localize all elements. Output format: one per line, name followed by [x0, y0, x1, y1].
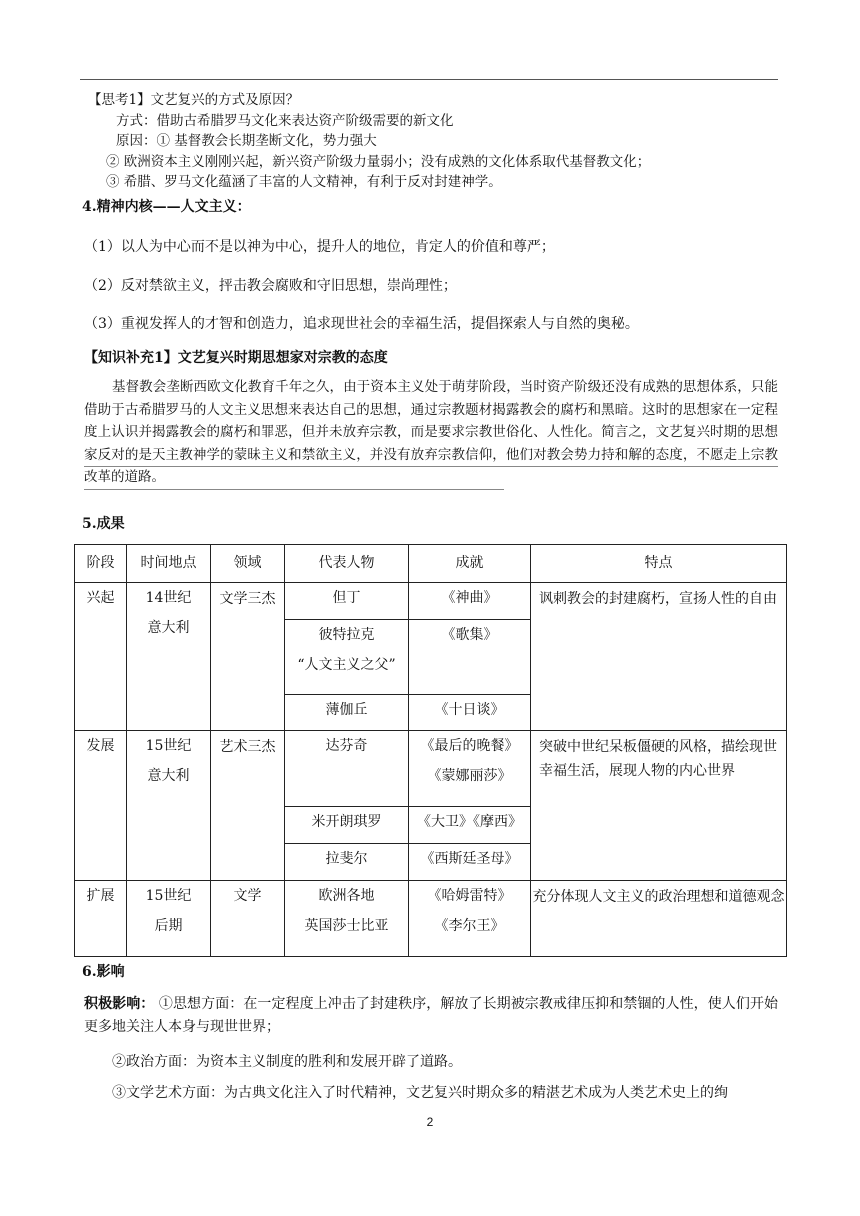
- table-row: [75, 583, 787, 620]
- time-place-cell: [127, 583, 211, 731]
- humanism-point-1: （1）以人为中心而不是以神为中心，提升人的地位，肯定人的价值和尊严；: [84, 239, 555, 255]
- header-rule: [80, 79, 778, 80]
- work-cell: 《西斯廷圣母》: [409, 844, 531, 881]
- think-reason-3: ③ 希腊、罗马文化蕴涵了丰富的人文精神，有利于反对封建神学。: [106, 174, 502, 190]
- think-block: [88, 90, 778, 193]
- knowledge-title: 【知识补充1】文艺复兴时期思想家对宗教的态度: [84, 350, 388, 366]
- effect-art: ③文学艺术方面：为古典文化注入了时代精神，文艺复兴时期众多的精湛艺术成为人类艺术史上的绚: [112, 1085, 728, 1101]
- table-row: [75, 881, 787, 957]
- work-cell: 《大卫》《摩西》: [409, 807, 531, 844]
- work-cell: 《神曲》: [409, 583, 531, 620]
- person-cell: [285, 620, 409, 695]
- humanism-point-2: （2）反对禁欲主义，抨击教会腐败和守旧思想，崇尚理性；: [84, 278, 457, 294]
- field-cell: 文学三杰: [211, 583, 285, 731]
- stage-cell: 发展: [75, 731, 127, 881]
- field-cell: 文学: [211, 881, 285, 957]
- humanism-point-3: （3）重视发挥人的才智和创造力，追求现世社会的幸福生活，提倡探索人与自然的奥秘。: [84, 316, 639, 332]
- header-cell: 特点: [531, 545, 787, 583]
- stage-cell: 扩展: [75, 881, 127, 957]
- feature-cell: 突破中世纪呆板僵硬的风格，描绘现世幸福生活，展现人物的内心世界: [531, 731, 787, 881]
- time-text: 15世纪: [145, 738, 192, 754]
- work-title: 《哈姆雷特》: [427, 888, 512, 904]
- section-6-heading: 6.影响: [82, 964, 125, 980]
- effect-thought-text: ①思想方面：在一定程度上冲击了封建秩序，解放了长期被宗教戒律压抑和禁锢的人性，使人们开始更多地关注人本身与现世世界；: [84, 996, 779, 1035]
- time-place-cell: [127, 731, 211, 881]
- page-number: 2: [426, 1115, 434, 1129]
- work-title: 《蒙娜丽莎》: [427, 768, 512, 784]
- work-cell: 《十日谈》: [409, 695, 531, 731]
- person-name: 英国莎士比亚: [304, 918, 389, 934]
- work-cell: [409, 731, 531, 807]
- person-cell: 薄伽丘: [285, 695, 409, 731]
- place-text: 后期: [154, 918, 183, 934]
- person-cell: 但丁: [285, 583, 409, 620]
- header-cell: 阶段: [75, 545, 127, 583]
- knowledge-paragraph: 基督教会垄断西欧文化教育千年之久，由于资本主义处于萌芽阶段，当时资产阶级还没有成熟的思想体系，只能借助于古希腊罗马的人文主义思想来表达自己的思想，通过宗教题材揭露教会的腐朽和黑暗。这时的思想家在一定程度上认识并揭露教会的腐朽和罪恶，但并未放弃宗教，而是要求宗教世俗化、人性化。简言之，文艺复兴时期的思想家反对的是天主教神学的蒙昧主义和禁欲主义，并没有放弃宗教信仰，他们对教会势力持和解的态度，不愿走上宗教改革的道路。: [84, 379, 778, 485]
- work-title: 《李尔王》: [434, 918, 505, 934]
- person-cell: 拉斐尔: [285, 844, 409, 881]
- place-text: 意大利: [147, 620, 190, 636]
- time-text: 14世纪: [145, 590, 192, 606]
- person-name: 彼特拉克: [318, 627, 375, 643]
- effect-thought: [84, 993, 778, 1039]
- work-title: 《最后的晚餐》: [420, 738, 519, 754]
- work-cell: [409, 881, 531, 957]
- place-text: 意大利: [147, 768, 190, 784]
- table-row: [75, 731, 787, 807]
- feature-cell: 讽刺教会的封建腐朽，宣扬人性的自由: [531, 583, 787, 731]
- work-cell: 《歌集》: [409, 620, 531, 695]
- time-text: 15世纪: [145, 888, 192, 904]
- effect-politics: ②政治方面：为资本主义制度的胜利和发展开辟了道路。: [112, 1054, 462, 1070]
- positive-label: 积极影响：: [84, 996, 155, 1012]
- think-reason-2: ② 欧洲资本主义刚刚兴起，新兴资产阶级力量弱小；没有成熟的文化体系取代基督教文化；: [106, 153, 651, 170]
- achievements-table: [74, 544, 787, 957]
- think-method: 方式：借助古希腊罗马文化来表达资产阶级需要的新文化: [116, 112, 454, 129]
- person-name: 欧洲各地: [318, 888, 375, 904]
- underline-rule: [84, 489, 504, 490]
- person-cell: 米开朗琪罗: [285, 807, 409, 844]
- think-title: 【思考1】文艺复兴的方式及原因？: [88, 92, 300, 108]
- underline-rule: [84, 466, 778, 467]
- person-cell: 达芬奇: [285, 731, 409, 807]
- person-cell: [285, 881, 409, 957]
- section-5-heading: 5.成果: [82, 516, 125, 532]
- field-cell: 艺术三杰: [211, 731, 285, 881]
- person-title: “人文主义之父”: [297, 657, 396, 673]
- table-header-row: [75, 545, 787, 583]
- header-cell: 代表人物: [285, 545, 409, 583]
- header-cell: 时间地点: [127, 545, 211, 583]
- feature-cell: 充分体现人文主义的政治理想和道德观念: [531, 881, 787, 957]
- stage-cell: 兴起: [75, 583, 127, 731]
- header-cell: 成就: [409, 545, 531, 583]
- time-place-cell: [127, 881, 211, 957]
- section-4-heading: 4.精神内核——人文主义：: [82, 199, 251, 215]
- header-cell: 领域: [211, 545, 285, 583]
- think-reason-1: 原因：① 基督教会长期垄断文化，势力强大: [116, 133, 377, 149]
